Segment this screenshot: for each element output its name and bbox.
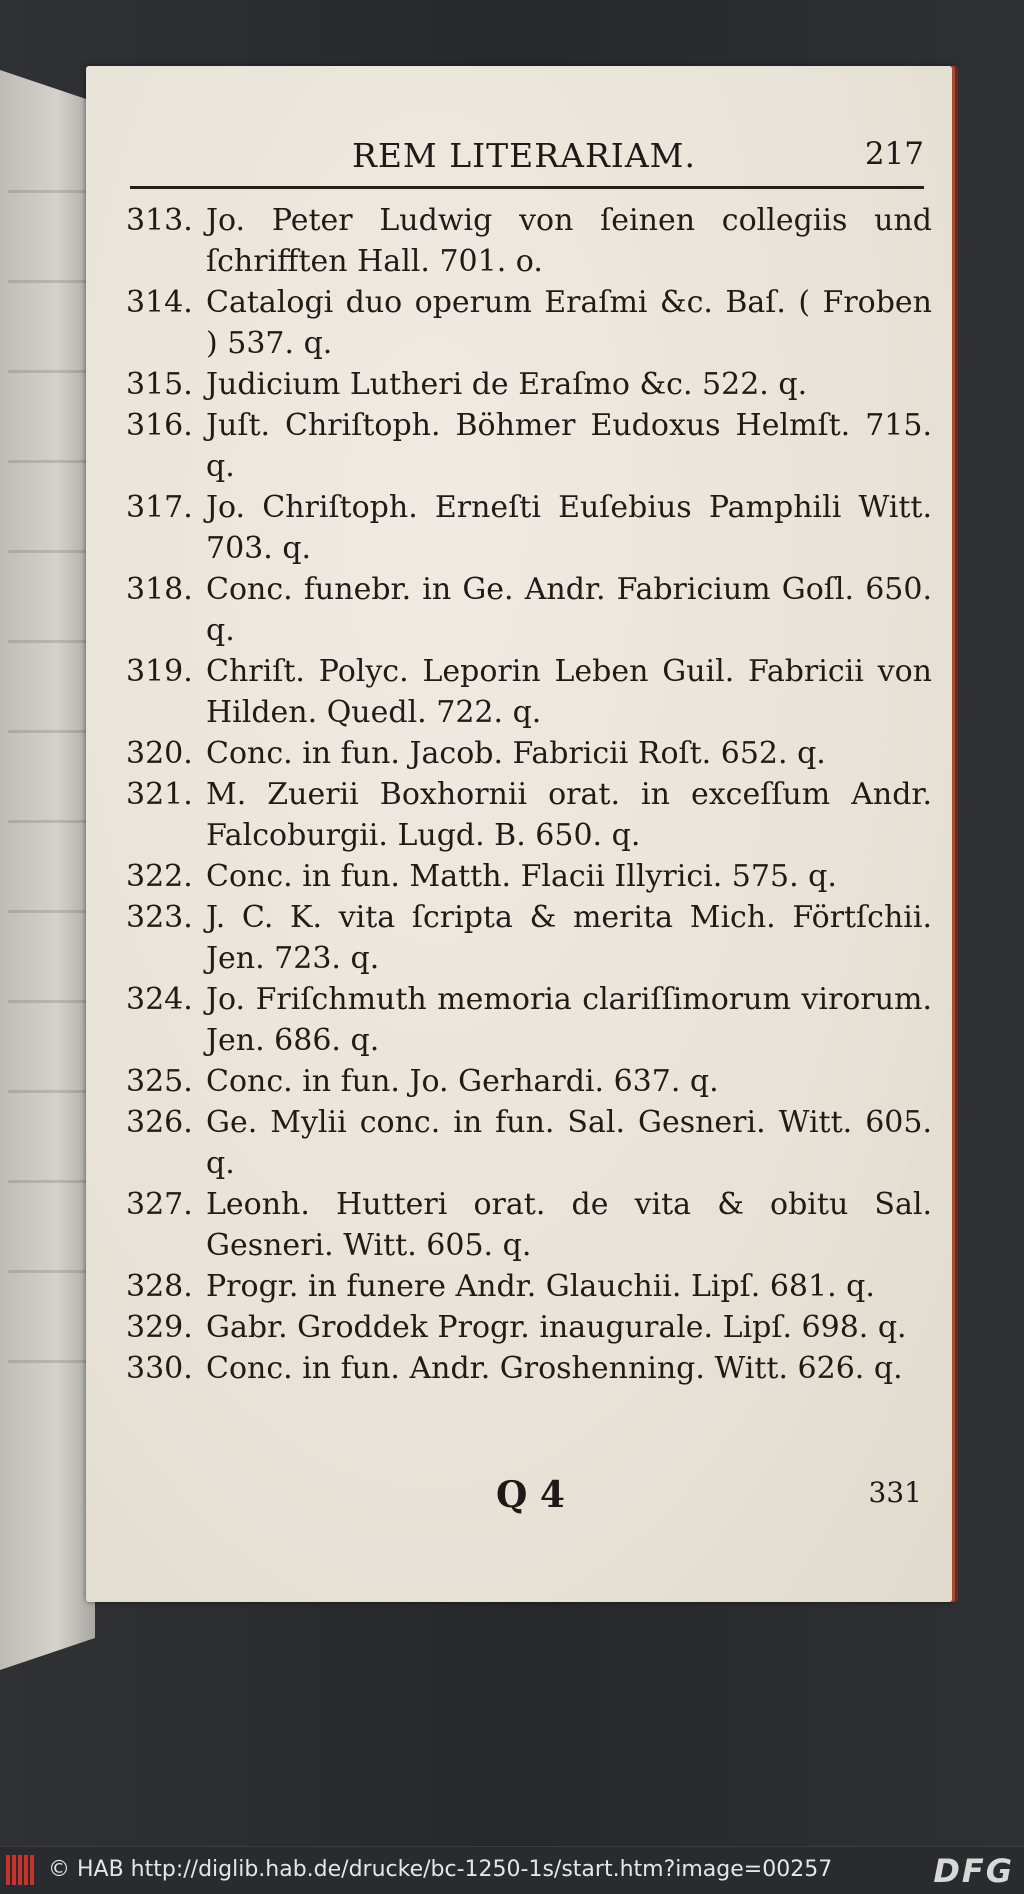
entry-number: 319. xyxy=(126,654,193,689)
header-rule xyxy=(130,186,924,189)
entry-number: 329. xyxy=(126,1310,193,1345)
entry-text: Leonh. Hutteri orat. de vita & obitu Sal. Gesneri. Witt. 605. q. xyxy=(206,1187,932,1263)
entry-text: Conc. in fun. Andr. Groshenning. Witt. 626. q. xyxy=(206,1351,903,1386)
entry-number: 318. xyxy=(126,572,193,607)
entry-number: 330. xyxy=(126,1351,193,1386)
entry-number: 315. xyxy=(126,367,193,402)
entry-number: 325. xyxy=(126,1064,193,1099)
previous-page-edge xyxy=(0,70,95,1670)
entry-text: Conc. in fun. Jacob. Fabricii Roſt. 652. q. xyxy=(206,736,826,771)
entry-text: Ge. Mylii conc. in fun. Sal. Gesneri. Witt. 605. q. xyxy=(206,1105,932,1181)
entry-number: 327. xyxy=(126,1187,193,1222)
entry-text: M. Zuerii Boxhornii orat. in exceſſum Andr. Falcoburgii. Lugd. B. 650. q. xyxy=(206,777,932,853)
entry-text: Juſt. Chriſtoph. Böhmer Eudoxus Helmſt. 715. q. xyxy=(206,408,932,484)
list-item xyxy=(126,1102,932,1184)
entry-number: 326. xyxy=(126,1105,193,1140)
entry-text: Progr. in funere Andr. Glauchii. Lipſ. 681. q. xyxy=(206,1269,875,1304)
entry-text: Conc. in fun. Matth. Flacii Illyrici. 575. q. xyxy=(206,859,837,894)
entry-text: Jo. Chriſtoph. Erneſti Euſebius Pamphili Witt. 703. q. xyxy=(206,490,932,566)
page-number: 217 xyxy=(864,136,924,172)
entry-text: Catalogi duo operum Eraſmi &c. Baſ. ( Froben ) 537. q. xyxy=(206,285,932,361)
running-title: REM LITERARIAM. xyxy=(352,136,696,175)
list-item xyxy=(126,1348,932,1389)
entry-number: 321. xyxy=(126,777,193,812)
dfg-logo: DFG xyxy=(933,1852,1014,1890)
entry-text: Chriſt. Polyc. Leporin Leben Guil. Fabricii von Hilden. Quedl. 722. q. xyxy=(206,654,932,730)
list-item xyxy=(126,1307,932,1348)
list-item xyxy=(126,282,932,364)
list-item xyxy=(126,897,932,979)
source-credit[interactable]: © HAB http://diglib.hab.de/drucke/bc-1250-1s/start.htm?image=00257 xyxy=(48,1857,833,1882)
entry-number: 328. xyxy=(126,1269,193,1304)
signature-mark: Q 4 xyxy=(496,1474,565,1516)
list-item xyxy=(126,1184,932,1266)
entry-number: 323. xyxy=(126,900,193,935)
entry-number: 317. xyxy=(126,490,193,525)
hab-logo-icon xyxy=(6,1855,36,1885)
list-item xyxy=(126,569,932,651)
list-item xyxy=(126,979,932,1061)
entry-number: 324. xyxy=(126,982,193,1017)
list-item xyxy=(126,651,932,733)
list-item xyxy=(126,733,932,774)
running-head xyxy=(130,136,930,182)
viewer-footer-bar xyxy=(0,1846,1024,1894)
catchword: 331 xyxy=(868,1476,922,1509)
list-item xyxy=(126,774,932,856)
page-footer xyxy=(86,1474,952,1524)
entry-number: 314. xyxy=(126,285,193,320)
list-item xyxy=(126,364,932,405)
entry-text: Jo. Peter Ludwig von ſeinen collegiis und ſchrifften Hall. 701. o. xyxy=(206,203,932,279)
entry-text: Judicium Lutheri de Eraſmo &c. 522. q. xyxy=(206,367,808,402)
entry-number: 322. xyxy=(126,859,193,894)
list-item xyxy=(126,856,932,897)
list-item xyxy=(126,200,932,282)
book-page xyxy=(86,66,952,1602)
entry-text: J. C. K. vita ſcripta & merita Mich. Förtſchii. Jen. 723. q. xyxy=(206,900,932,976)
entry-list xyxy=(126,200,932,1389)
entry-number: 313. xyxy=(126,203,193,238)
entry-number: 316. xyxy=(126,408,193,443)
list-item xyxy=(126,1266,932,1307)
entry-number: 320. xyxy=(126,736,193,771)
entry-text: Jo. Friſchmuth memoria clariſſimorum virorum. Jen. 686. q. xyxy=(206,982,932,1058)
list-item xyxy=(126,405,932,487)
entry-text: Conc. funebr. in Ge. Andr. Fabricium Goſl. 650. q. xyxy=(206,572,932,648)
list-item xyxy=(126,487,932,569)
entry-text: Conc. in fun. Jo. Gerhardi. 637. q. xyxy=(206,1064,719,1099)
list-item xyxy=(126,1061,932,1102)
entry-text: Gabr. Groddek Progr. inaugurale. Lipſ. 698. q. xyxy=(206,1310,907,1345)
